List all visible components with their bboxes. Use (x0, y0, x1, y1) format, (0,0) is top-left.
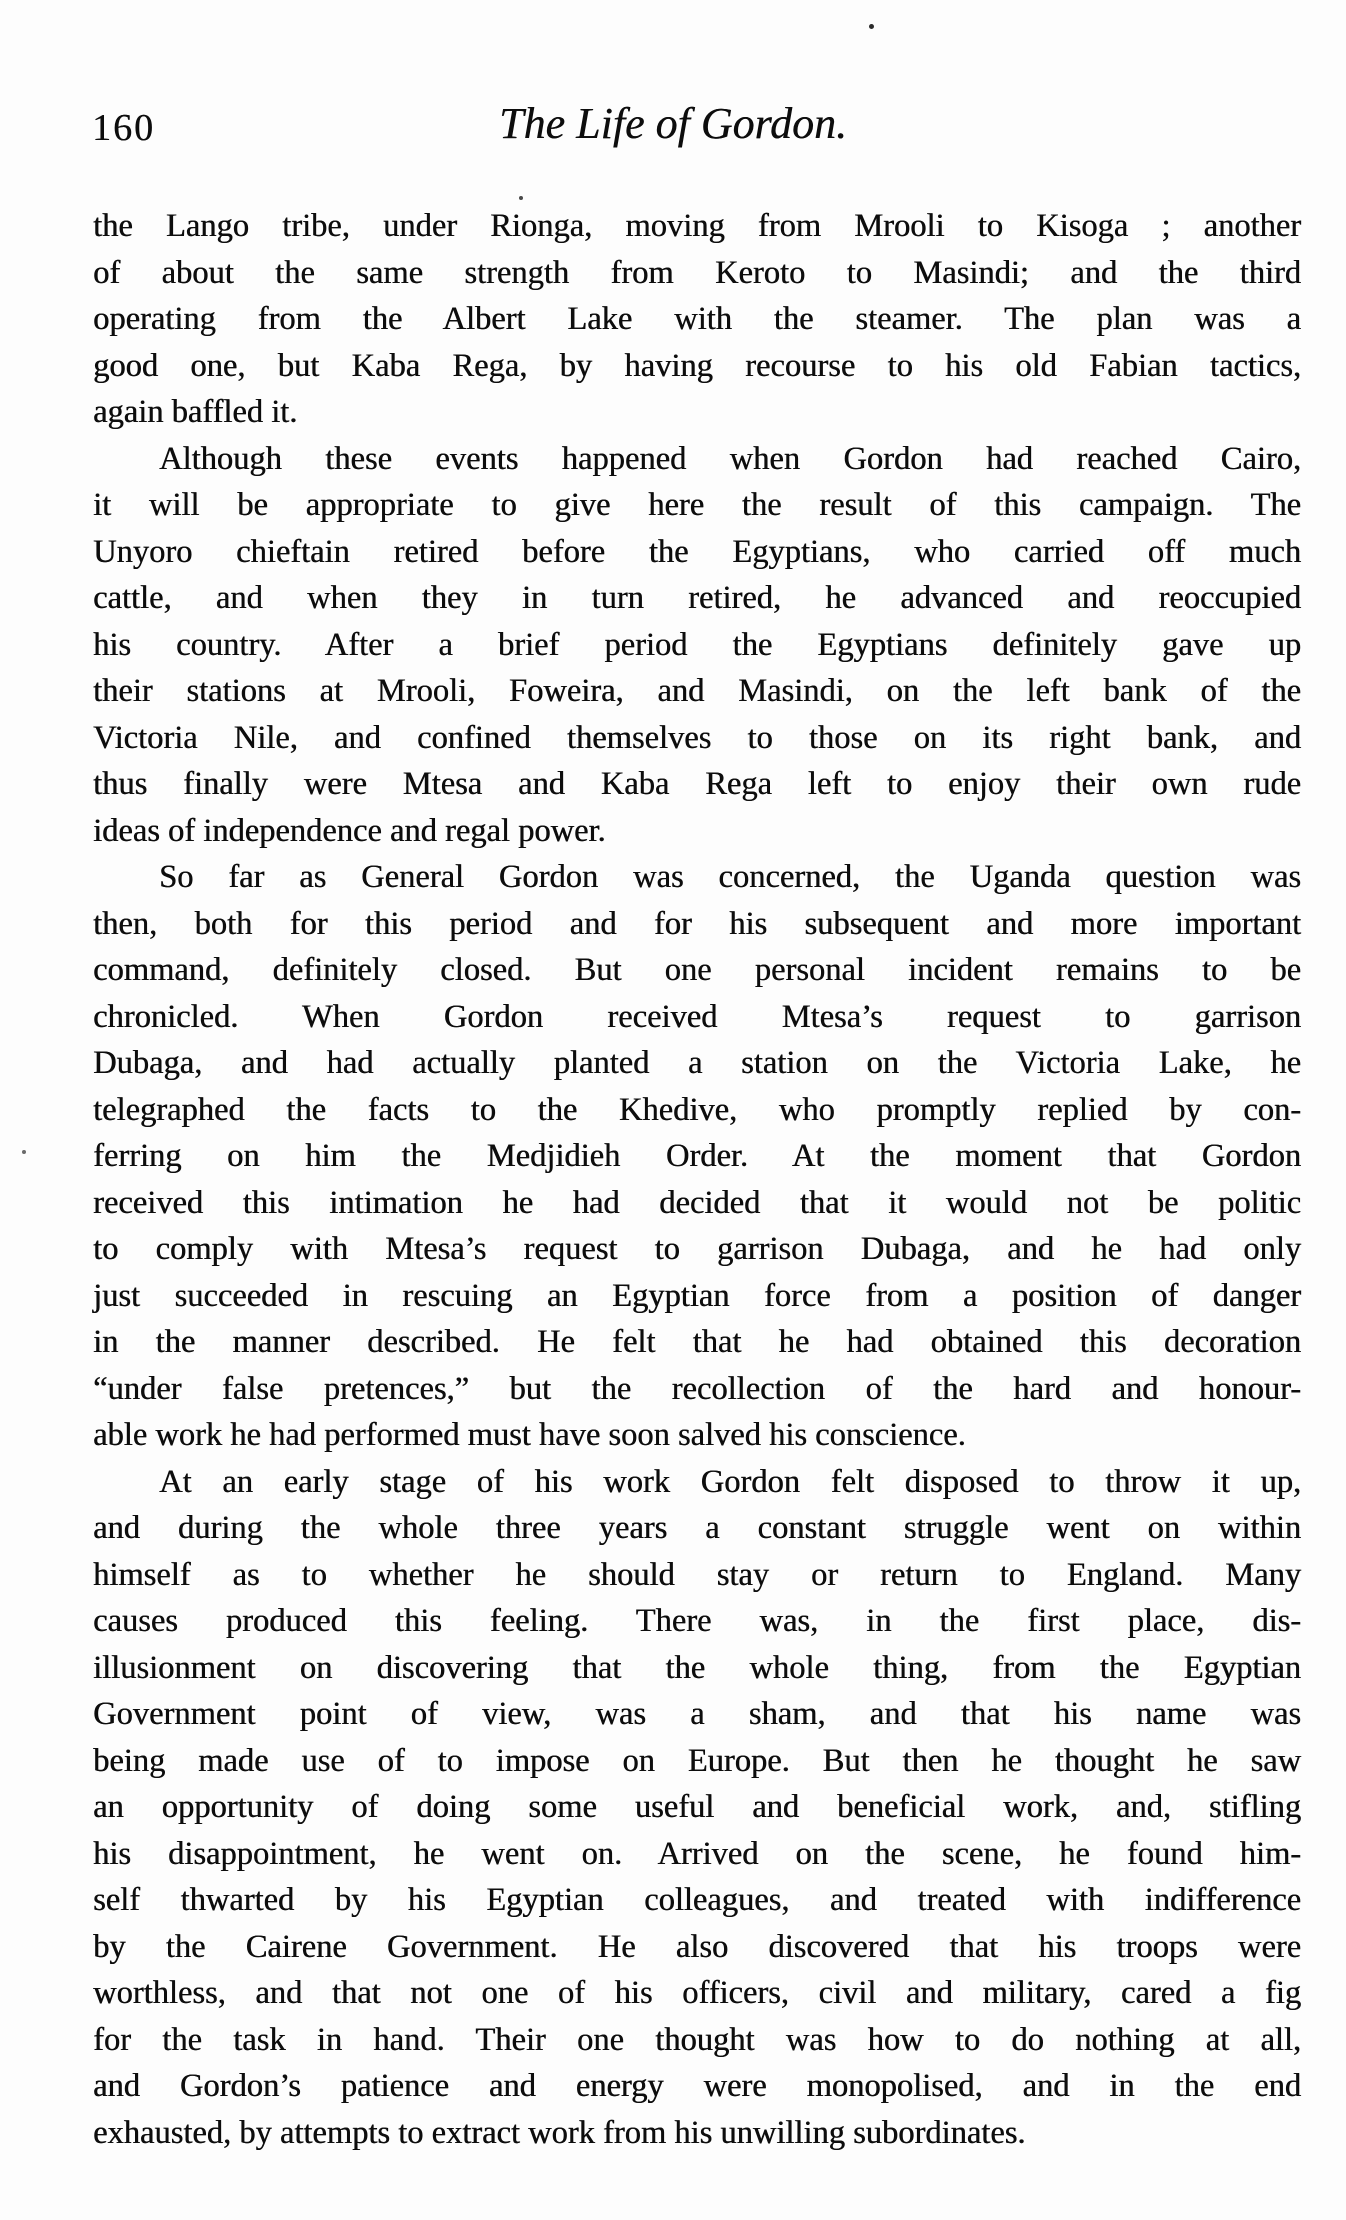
text-line: his country. After a brief period the Egyptians definitely gave up (93, 626, 1301, 663)
text-line: to comply with Mtesa’s request to garrison Dubaga, and he had only (93, 1231, 1301, 1267)
text-line: command, definitely closed. But one personal incident remains to be (93, 952, 1301, 988)
text-line: received this intimation he had decided that it would not be politic (93, 1184, 1301, 1221)
text-line: for the task in hand. Their one thought was how to do nothing at all, (93, 2021, 1301, 2058)
text-line: an opportunity of doing some useful and beneficial work, and, stifling (93, 1789, 1301, 1825)
text-line: and during the whole three years a constant struggle went on within (93, 1510, 1301, 1546)
scan-speckle (869, 24, 874, 29)
text-line: thus finally were Mtesa and Kaba Rega left to enjoy their own rude (93, 766, 1301, 802)
text-line: himself as to whether he should stay or return to England. Many (93, 1556, 1301, 1593)
text-line: ideas of independence and regal power. (93, 812, 606, 849)
text-line: cattle, and when they in turn retired, he advanced and reoccupied (93, 580, 1301, 616)
page-body (93, 203, 1301, 2156)
text-line: ferring on him the Medjidieh Order. At the moment that Gordon (93, 1138, 1301, 1174)
scan-speckle (519, 196, 523, 200)
text-line: in the manner described. He felt that he had obtained this decoration (93, 1324, 1301, 1360)
text-line: being made use of to impose on Europe. But then he thought he saw (93, 1742, 1301, 1779)
text-line: and Gordon’s patience and energy were monopolised, and in the end (93, 2068, 1301, 2104)
text-line: good one, but Kaba Rega, by having recourse to his old Fabian tactics, (93, 347, 1301, 384)
text-line: just succeeded in rescuing an Egyptian force from a position of danger (93, 1277, 1301, 1314)
text-line: then, both for this period and for his subsequent and more important (93, 905, 1301, 942)
text-line: by the Cairene Government. He also discovered that his troops were (93, 1928, 1301, 1965)
text-line: worthless, and that not one of his officers, civil and military, cared a fig (93, 1975, 1301, 2011)
scan-speckle (22, 1150, 26, 1154)
text-line: illusionment on discovering that the whole thing, from the Egyptian (93, 1649, 1301, 1686)
running-title: The Life of Gordon. (499, 99, 847, 148)
text-line: telegraphed the facts to the Khedive, who promptly replied by con- (93, 1091, 1301, 1128)
text-line: Dubaga, and had actually planted a station on the Victoria Lake, he (93, 1045, 1301, 1081)
text-line: Government point of view, was a sham, and that his name was (93, 1696, 1301, 1732)
text-line: At an early stage of his work Gordon felt disposed to throw it up, (159, 1463, 1301, 1500)
text-line: operating from the Albert Lake with the steamer. The plan was a (93, 301, 1301, 337)
text-line: his disappointment, he went on. Arrived on the scene, he found him- (93, 1835, 1301, 1872)
text-line: chronicled. When Gordon received Mtesa’s request to garrison (93, 998, 1301, 1035)
text-line: Although these events happened when Gordon had reached Cairo, (159, 440, 1301, 477)
text-line: again baffled it. (93, 394, 298, 430)
text-line: exhausted, by attempts to extract work from his unwilling subordinates. (93, 2114, 1026, 2151)
text-line: Victoria Nile, and confined themselves to those on its right bank, and (93, 719, 1301, 756)
text-line: the Lango tribe, under Rionga, moving from Mrooli to Kisoga ; another (93, 208, 1301, 244)
page-number: 160 (92, 107, 155, 149)
text-line: “under false pretences,” but the recollection of the hard and honour- (93, 1370, 1301, 1407)
text-line: So far as General Gordon was concerned, the Uganda question was (159, 859, 1301, 895)
text-line: able work he had performed must have soon salved his conscience. (93, 1417, 966, 1453)
text-line: their stations at Mrooli, Foweira, and Masindi, on the left bank of the (93, 673, 1301, 709)
text-line: it will be appropriate to give here the result of this campaign. The (93, 487, 1301, 523)
text-line: Unyoro chieftain retired before the Egyptians, who carried off much (93, 533, 1301, 570)
text-line: self thwarted by his Egyptian colleagues, and treated with indifference (93, 1882, 1301, 1918)
text-line: of about the same strength from Keroto to Masindi; and the third (93, 254, 1301, 291)
text-line: causes produced this feeling. There was, in the first place, dis- (93, 1603, 1301, 1639)
